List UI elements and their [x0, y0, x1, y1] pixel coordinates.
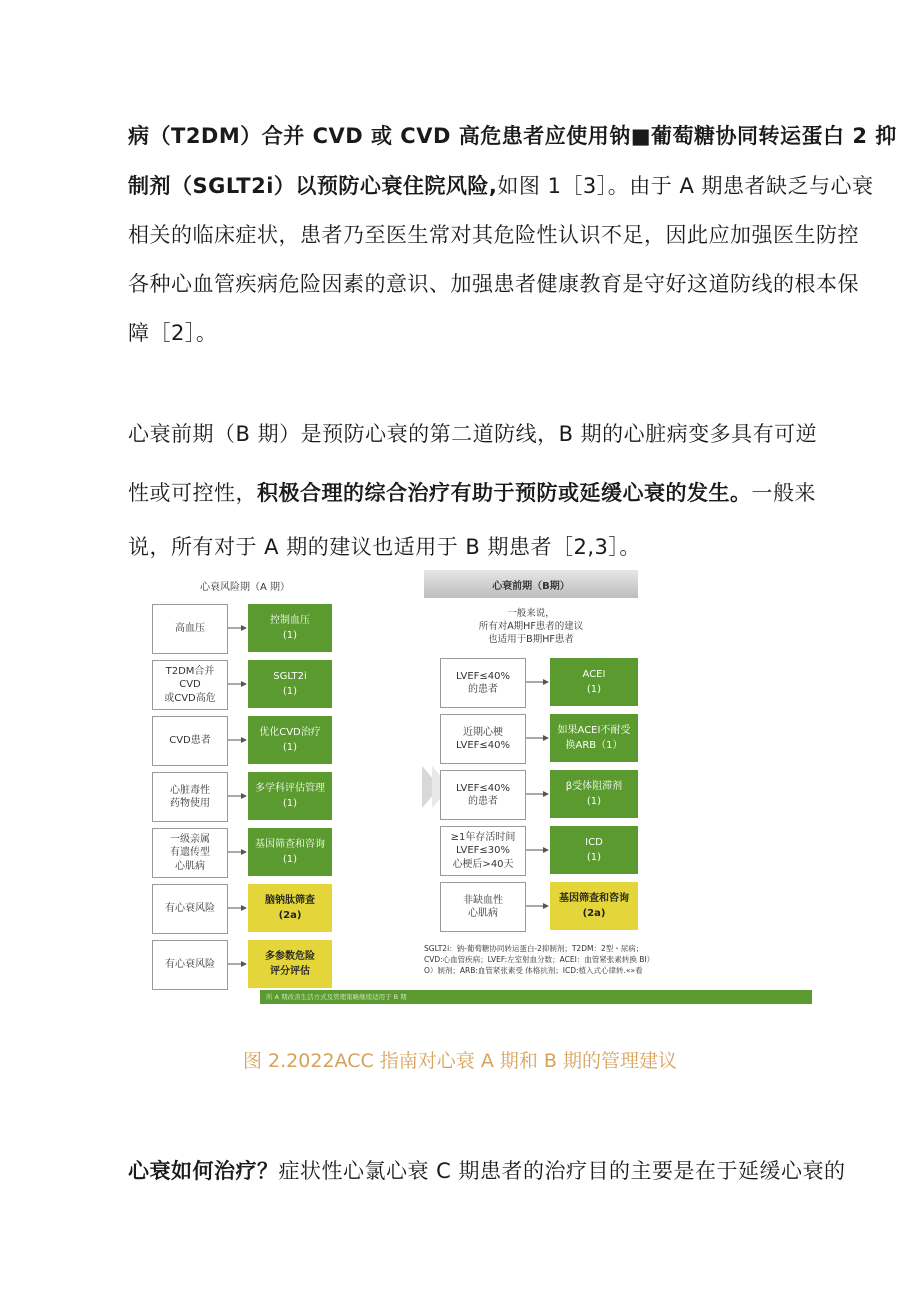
- stage-b-arrow-head-1: [543, 679, 549, 685]
- figure-caption: 图 2.2022ACC 指南对心衰 A 期和 B 期的管理建议: [243, 1050, 677, 1072]
- p3-line-1-bold: 心衰如何治疗？: [128, 1159, 279, 1183]
- stage-b-recommendation-3: β受体阻滞剂 (1): [550, 770, 638, 818]
- stage-a-condition-7: 有心衰风险: [152, 940, 228, 990]
- stage-b-arrow-head-5: [543, 903, 549, 909]
- stage-b-condition-5: 非缺血性 心肌病: [440, 882, 526, 932]
- p2-line-2: [128, 477, 816, 507]
- stage-b-arrow-head-3: [543, 791, 549, 797]
- stage-a-recommendation-3: 优化CVD治疗 (1): [248, 716, 332, 764]
- stage-b-condition-4: ≥1年存活时间 LVEF≤30% 心梗后>40天: [440, 826, 526, 876]
- p1-line-4: 各种心血管疾病危险因素的意识、加强患者健康教育是守好这道防线的根本保: [128, 272, 859, 296]
- p3-line-1: [128, 1155, 846, 1185]
- stage-a-arrow-head-5: [241, 849, 247, 855]
- stage-b-arrow-head-4: [543, 847, 549, 853]
- stage-b-condition-1: LVEF≤40% 的患者: [440, 658, 526, 708]
- stage-a-arrow-head-4: [241, 793, 247, 799]
- stage-a-arrow-head-7: [241, 961, 247, 967]
- stage-b-arrow-head-2: [543, 735, 549, 741]
- stage-b-recommendation-1: ACEI (1): [550, 658, 638, 706]
- stage-a-recommendation-4: 多学科评估管理 (1): [248, 772, 332, 820]
- p2-line-2-post: 一般来: [751, 481, 816, 505]
- stage-a-condition-3: CVD患者: [152, 716, 228, 766]
- p2-line-2-bold: 积极合理的综合治疗有助于预防或延缓心衰的发生。: [257, 481, 752, 505]
- p2-line-2-pre: 性或可控性，: [128, 481, 257, 505]
- stage-a-recommendation-1: 控制血压 (1): [248, 604, 332, 652]
- p1-line-2-text: 如图 1［3］。由于 A 期患者缺乏与心衰: [497, 174, 874, 198]
- stage-b-intro: 一般来说， 所有对A期HF患者的建议 也适用于B期HF患者: [478, 608, 584, 645]
- stage-a-arrow-head-1: [241, 625, 247, 631]
- stage-a-recommendation-5: 基因筛查和咨询 (1): [248, 828, 332, 876]
- stage-a-condition-6: 有心衰风险: [152, 884, 228, 934]
- stage-a-condition-4: 心脏毒性 药物使用: [152, 772, 228, 822]
- stage-a-title: 心衰风险期（A 期）: [200, 582, 291, 593]
- p2-line-3: 说，所有对于 A 期的建议也适用于 B 期患者［2,3］。: [128, 535, 641, 559]
- stage-a-arrows: [227, 625, 247, 967]
- stage-ab-figure: [140, 568, 812, 1008]
- p1-line-2-bold: 制剂（SGLT2i）以预防心衰住院风险,: [128, 174, 498, 198]
- stage-a-condition-5: 一级亲属 有遗传型 心肌病: [152, 828, 228, 878]
- stage-b-arrows: [525, 679, 549, 909]
- stage-a-recommendation-6: 脑钠肽筛查 (2a): [248, 884, 332, 932]
- stage-b-title: 心衰前期（B期）: [424, 570, 638, 598]
- stage-b-recommendation-4: ICD (1): [550, 826, 638, 874]
- stage-a-recommendation-7: 多参数危险 评分评估: [248, 940, 332, 988]
- stage-b-recommendation-5: 基因筛查和咨询 (2a): [550, 882, 638, 930]
- figure-bottom-bar: 所 A 期改善生活方式及管理策略继续适用于 B 期: [260, 990, 812, 1004]
- p1-line-5: 障［2］。: [128, 321, 218, 345]
- p1-line-1: 病（T2DM）合并 CVD 或 CVD 高危患者应使用钠■葡萄糖协同转运蛋白 2 抑: [128, 124, 897, 148]
- p1-line-2: [128, 170, 874, 200]
- figure-footnote: SGLT2i：钠-葡萄糖协同转运蛋白-2抑制剂；T2DM：2型・尿病；CVD:心血管疾病；LVEF:左室射血分数；ACEI：血管紧张素转换 BI）O）制剂；ARB:血管紧张素受 体格抗剂；ICD:植入式心律转.«»看: [424, 944, 651, 975]
- stage-a-condition-1: 高血压: [152, 604, 228, 654]
- stage-b-condition-2: 近期心梗 LVEF≤40%: [440, 714, 526, 764]
- stage-b-recommendation-2: 如果ACEI不耐受 换ARB（1）: [550, 714, 638, 762]
- p2-line-1: 心衰前期（B 期）是预防心衰的第二道防线，B 期的心脏病变多具有可逆: [128, 422, 818, 446]
- stage-a-arrow-head-3: [241, 737, 247, 743]
- stage-a-recommendation-2: SGLT2i (1): [248, 660, 332, 708]
- stage-a-arrow-head-6: [241, 905, 247, 911]
- p1-line-3: 相关的临床症状，患者乃至医生常对其危险性认识不足，因此应加强医生防控: [128, 223, 859, 247]
- p3-line-1-text: 症状性心氯心衰 C 期患者的治疗目的主要是在于延缓心衰的: [278, 1159, 846, 1183]
- stage-b-condition-3: LVEF≤40% 的患者: [440, 770, 526, 820]
- stage-a-condition-2: T2DM合并 CVD 或CVD高危: [152, 660, 228, 710]
- stage-a-arrow-head-2: [241, 681, 247, 687]
